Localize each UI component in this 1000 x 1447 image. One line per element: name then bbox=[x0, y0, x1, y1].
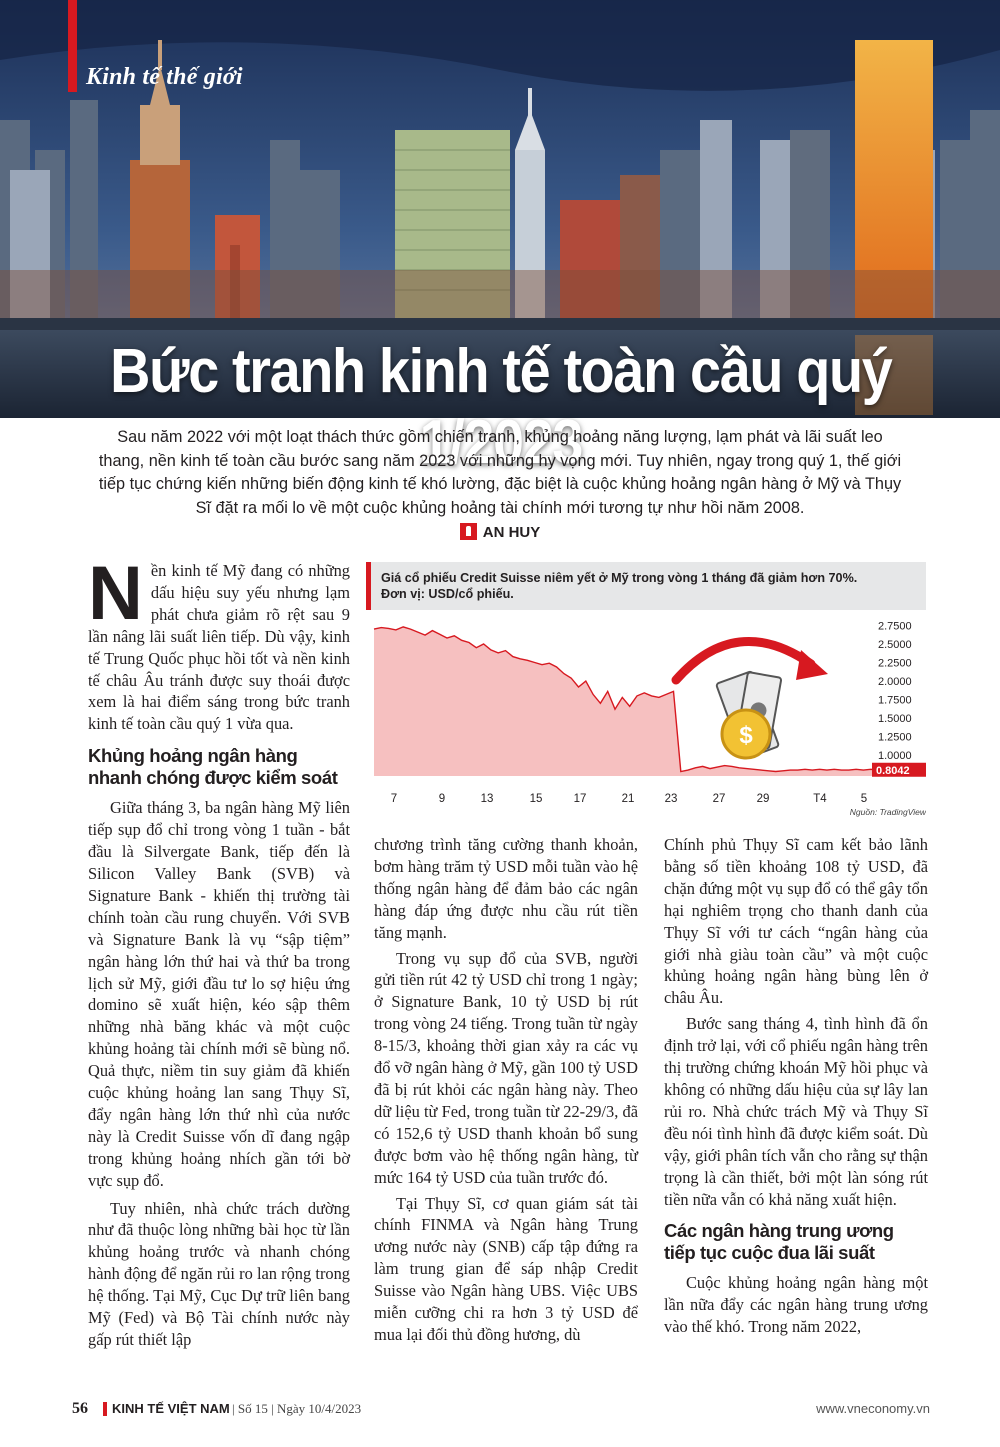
x-tick-label: T4 bbox=[813, 793, 827, 805]
issue-number: Số 15 bbox=[237, 1401, 268, 1416]
x-tick-label: 17 bbox=[573, 793, 587, 805]
headline: Bức tranh kinh tế toàn cầu quý 1/2023 bbox=[110, 337, 892, 477]
x-tick-label: 29 bbox=[756, 793, 770, 805]
last-value-label: 0.8042 bbox=[876, 764, 910, 777]
x-tick-label: 9 bbox=[438, 793, 446, 805]
paragraph: Tại Thụy Sĩ, cơ quan giám sát tài chính FINMA và Ngân hàng Trung ương nước này (SNB) cấp tập đứng ra làm trung gian để sáp nhập Credit Suisse vào Ngân hàng UBS. Việc UBS miễn cưỡng chi ra hơn 3 tỷ USD để mua lại đối thủ đồng hương, dù bbox=[374, 1193, 638, 1344]
chart-title: Giá cổ phiếu Credit Suisse niêm yết ở Mỹ trong vòng 1 tháng đã giảm hơn 70%. bbox=[381, 571, 858, 585]
chart-source: Nguồn: TradingView bbox=[849, 807, 926, 817]
chart-plot bbox=[366, 612, 926, 822]
page-footer bbox=[72, 1400, 930, 1420]
issue-info: | Số 15 | Ngày 10/4/2023 bbox=[232, 1401, 362, 1416]
x-tick-label: 5 bbox=[860, 793, 868, 805]
y-tick-label: 1.7500 bbox=[878, 694, 912, 707]
x-tick-label: 15 bbox=[529, 793, 543, 805]
paragraph: chương trình tăng cường thanh khoản, bơm hàng trăm tỷ USD mỗi tuần vào hệ thống ngân hàng để đảm bảo các ngân hàng đáp ứng được nhu cầu rút tiền tăng mạnh. bbox=[374, 835, 638, 942]
chart-subtitle: Đơn vị: USD/cổ phiếu. bbox=[381, 587, 514, 601]
paragraph: Tuy nhiên, nhà chức trách dường như đã thuộc lòng những bài học từ lần khủng hoảng trước và nhanh chóng hành động để ngăn rủi ro lan rộng trong hệ thống. Tại Mỹ, Cục Dự trữ liên bang Mỹ (Fed) và Bộ Tài chính nước này gấp rút thiết lập bbox=[88, 1198, 350, 1349]
y-tick-label: 2.7500 bbox=[878, 620, 912, 633]
paragraph: Trong vụ sụp đổ của SVB, người gửi tiền rút 42 tỷ USD chỉ trong 1 ngày; ở Signature Bank, 10 tỷ USD bị rút trong vòng 24 tiếng. Trong tuần từ ngày 8-15/3, khoảng thời gian xảy ra các vụ đổ vỡ ngân hàng ở Mỹ, gần 100 tỷ USD đã bị rút khỏi các ngân hàng này. Theo dữ liệu từ Fed, trong tuần từ 22-29/3, đã có 152,6 tỷ USD thanh khoản bổ sung được bơm vào hệ thống ngân hàng, từ mức 164 tỷ USD của tuần trước đó. bbox=[374, 948, 638, 1187]
y-tick-label: 2.0000 bbox=[878, 676, 912, 689]
y-tick-label: 1.0000 bbox=[878, 750, 912, 763]
y-tick-label: 2.5000 bbox=[878, 638, 912, 651]
paragraph: Giữa tháng 3, ba ngân hàng Mỹ liên tiếp sụp đổ chỉ trong vòng 1 tuần - bắt đầu là Silvergate Bank, tiếp đến là Silicon Valley Bank (SVB) và Signature Bank - khiến thị trường tài chính toàn cầu rung chuyển. Với SVB và Signature Bank là vụ “sập tiệm” ngân hàng lớn thứ hai và thứ ba trong lịch sử Mỹ, giới đầu tư lo sợ hiệu ứng domino sẽ xuất hiện, kéo sập thêm những nhà băng khác và một cuộc khủng hoảng tài chính mới sẽ bùng nổ. Quả thực, niềm tin suy giảm đã khiến cuộc khủng hoảng lan sang Thụy Sĩ, đẩy ngân hàng lớn thứ nhì của nước này là Credit Suisse vốn dĩ đang ngập trong khủng hoảng nhích gần tới bờ vực sụp đổ. bbox=[88, 798, 350, 1190]
website-url: www.vneconomy.vn bbox=[816, 1401, 930, 1416]
stock-chart bbox=[366, 562, 926, 820]
y-tick-label: 2.2500 bbox=[878, 657, 912, 670]
x-tick-label: 27 bbox=[712, 793, 726, 805]
paragraph: Chính phủ Thụy Sĩ cam kết bảo lãnh bằng số tiền khoảng 108 tỷ USD, đã chặn đứng một vụ sụp đổ có thể gây tổn hại nghiêm trọng cho thanh danh của Thụy Sĩ với tư cách “ngân hàng của giới nhà giàu toàn cầu” và một cuộc khủng hoảng ngân hàng bùng lên ở châu Âu. bbox=[664, 835, 928, 1008]
pen-icon bbox=[460, 523, 477, 540]
paragraph-intro-text: ền kinh tế Mỹ đang có những dấu hiệu suy yếu nhưng lạm phát chưa giảm rõ rệt sau 9 lần nâng lãi suất liên tiếp. Dù vậy, kinh tế Trung Quốc phục hồi tốt và nền kinh tế châu Âu tránh được suy thoái được xem là hai điểm sáng trong bức tranh kinh tế toàn cầu quý 1 vừa qua. bbox=[88, 561, 350, 734]
subheading-central-banks: Các ngân hàng trung ương tiếp tục cuộc đua lãi suất bbox=[664, 1220, 894, 1264]
svg-text:$: $ bbox=[739, 722, 753, 749]
paragraph: Cuộc khủng hoảng ngân hàng một lần nữa đẩy các ngân hàng trung ương vào thế khó. Trong năm 2022, bbox=[664, 1273, 928, 1337]
drop-cap: N bbox=[88, 551, 143, 636]
x-tick-label: 23 bbox=[664, 793, 678, 805]
page-number: 56 bbox=[72, 1400, 88, 1417]
column-2 bbox=[374, 834, 638, 1346]
column-3 bbox=[664, 834, 928, 1338]
byline bbox=[0, 523, 1000, 541]
chart-caption bbox=[366, 562, 926, 610]
author-name: AN HUY bbox=[482, 524, 541, 541]
sapo-lead: Sau năm 2022 với một loạt thách thức gồm chiến tranh, khủng hoảng năng lượng, lạm phát và lãi suất leo thang, nền kinh tế toàn cầu bước sang năm 2023 với những hy vọng mới. Tuy nhiên, ngay trong quý 1, thế giới tiếp tục chứng kiến những biến động kinh tế khó lường, đặc biệt là cuộc khủng hoảng ngân hàng ở Mỹ và Thụy Sĩ đặt ra mối lo về một cuộc khủng hoảng tài chính mới tương tự như hồi năm 2008. bbox=[98, 428, 902, 517]
section-accent-bar bbox=[68, 0, 77, 92]
falling-money-illustration bbox=[676, 641, 828, 759]
column-1 bbox=[88, 551, 350, 1351]
x-tick-label: 13 bbox=[480, 793, 494, 805]
subheading-banking-crisis: Khủng hoảng ngân hàng nhanh chóng được kiểm soát bbox=[88, 745, 338, 789]
magazine-name: KINH TẾ VIỆT NAM bbox=[112, 1401, 230, 1416]
issue-date: Ngày 10/4/2023 bbox=[276, 1401, 362, 1416]
x-tick-label: 21 bbox=[621, 793, 635, 805]
footer-accent-bar bbox=[103, 1402, 107, 1416]
paragraph-intro bbox=[88, 551, 350, 735]
x-tick-label: 7 bbox=[390, 793, 398, 805]
section-label: Kinh tế thế giới bbox=[86, 64, 243, 90]
y-tick-label: 1.2500 bbox=[878, 731, 912, 744]
y-tick-label: 1.5000 bbox=[878, 713, 912, 726]
paragraph: Bước sang tháng 4, tình hình đã ổn định trở lại, với cổ phiếu ngân hàng trên thị trường chứng khoán Mỹ hồi phục và không có những dấu hiệu của sự lây lan rủi ro. Nhà chức trách Mỹ và Thụy Sĩ đều nói tình hình đã được kiểm soát. Dù vậy, giới phân tích vẫn cho rằng sự thận trọng là cần thiết, bởi một làn sóng rút tiền nữa vẫn có khả năng xuất hiện. bbox=[664, 1014, 928, 1209]
